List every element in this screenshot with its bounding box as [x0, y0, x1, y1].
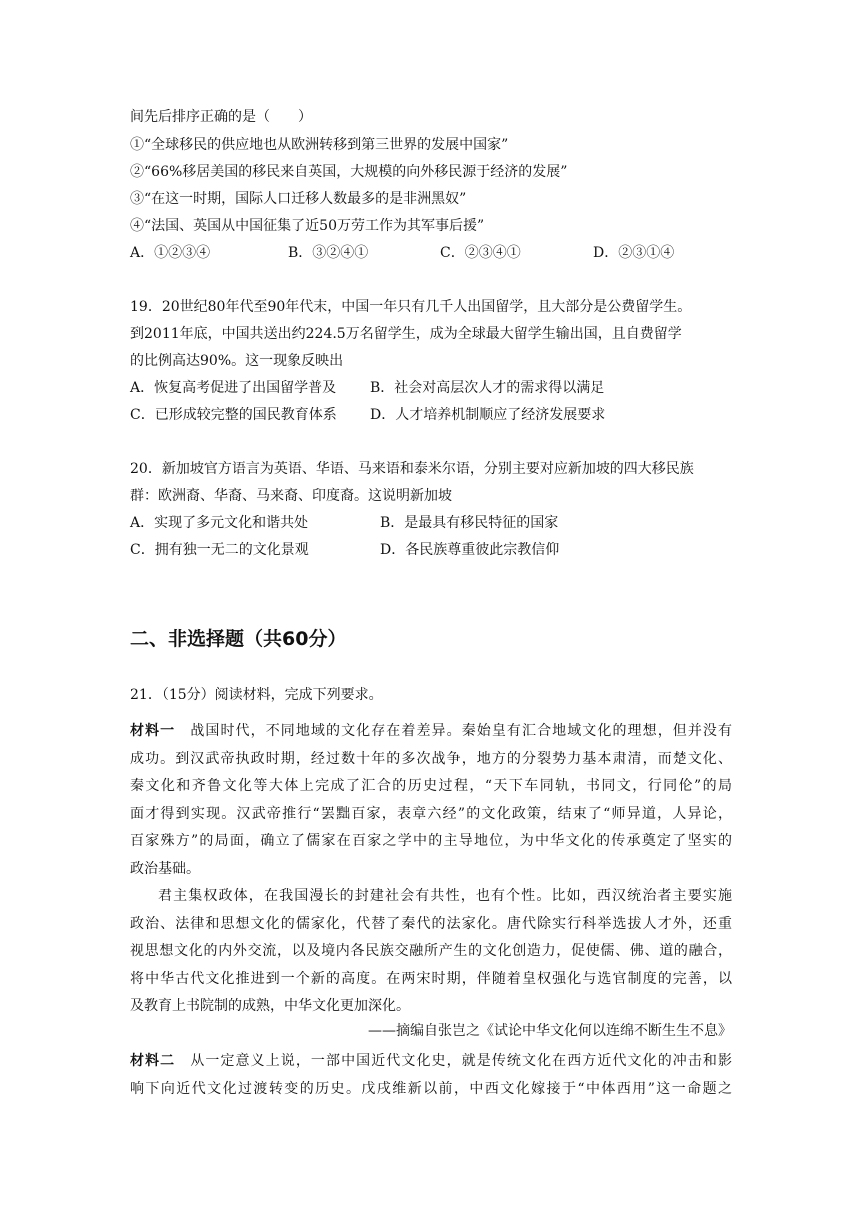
q20-line-2: 群：欧洲裔、华裔、马来裔、印度裔。这说明新加坡: [130, 488, 452, 504]
q18-item-1: ①“全球移民的供应地也从欧洲转移到第三世界的发展中国家”: [130, 137, 509, 153]
material1-text-1: 战国时代，不同地域的文化存在着差异。秦始皇有汇合地域文化的理想，但并没有: [190, 723, 733, 739]
material1-line-6: 政治基础。: [130, 861, 200, 877]
q18-item-4: ④“法国、英国从中国征集了近50万劳工作为其军事后援”: [130, 218, 485, 234]
q18-option-d: D．②③①④: [593, 245, 675, 261]
q19-line-3: 的比例高达90%。这一现象反映出: [130, 353, 344, 369]
q19-option-c: C．已形成较完整的国民教育体系: [130, 407, 337, 423]
q18-stem-tail: 间先后排序正确的是（ ）: [130, 109, 312, 125]
material1-para2-line-2: 政治、法律和思想文化的儒家化，代替了秦代的法家化。唐代除实行科举选拔人才外，还重: [130, 916, 732, 932]
material1-para2-line-1: 君主集权政体，在我国漫长的封建社会有共性，也有个性。比如，西汉统治者主要实施: [158, 888, 732, 904]
q18-option-a: A．①②③④: [130, 245, 211, 261]
material2-label: 材料二: [130, 1053, 176, 1069]
material1-label: 材料一: [130, 723, 176, 739]
q18-item-2: ②“66%移居美国的移民来自英国，大规模的向外移民源于经济的发展”: [130, 164, 568, 180]
material1-line-4: 面才得到实现。汉武帝推行“罢黜百家，表章六经”的文化政策，结束了“师异道，人异论，: [130, 806, 732, 822]
q21-stem: 21．（15分）阅读材料，完成下列要求。: [130, 687, 383, 703]
material1-para2-line-3: 视思想文化的内外交流，以及境内各民族交融所产生的文化创造力，促使儒、佛、道的融合，: [130, 943, 732, 959]
q20-option-d: D．各民族尊重彼此宗教信仰: [380, 542, 560, 558]
material1-para2-line-5: 及教育上书院制的成熟，中华文化更加深化。: [130, 998, 410, 1014]
q18-option-b: B．③②④①: [288, 245, 369, 261]
material1-line-5: 百家殊方”的局面，确立了儒家在百家之学中的主导地位，为中华文化的传承奠定了坚实的: [130, 833, 732, 849]
q19-line-2: 到2011年底，中国共送出约224.5万名留学生，成为全球最大留学生输出国，且自费留学: [130, 326, 682, 342]
material1-para2-line-4: 将中华古代文化推进到一个新的高度。在两宋时期，伴随着皇权强化与选官制度的完善，以: [130, 971, 732, 987]
material1-line-1: [130, 718, 732, 746]
q19-option-d: D．人才培养机制顺应了经济发展要求: [370, 407, 606, 423]
q20-option-b: B．是最具有移民特征的国家: [380, 515, 559, 531]
q18-item-3: ③“在这一时期，国际人口迁移人数最多的是非洲黑奴”: [130, 191, 467, 207]
material2-text-1: 从一定意义上说，一部中国近代文化史，就是传统文化在西方近代文化的冲击和影: [190, 1053, 733, 1069]
material1-line-3: 秦文化和齐鲁文化等大体上完成了汇合的历史过程，“天下车同轨，书同文，行同伦”的局: [130, 778, 732, 794]
material2-line-2: 响下向近代文化过渡转变的历史。戊戌维新以前，中西文化嫁接于“中体西用”这一命题之: [130, 1081, 732, 1097]
q18-option-c: C．②③④①: [440, 245, 521, 261]
material2-line-1: [130, 1048, 732, 1076]
q19-option-b: B．社会对高层次人才的需求得以满足: [370, 380, 605, 396]
q20-line-1: 20．新加坡官方语言为英语、华语、马来语和泰米尔语，分别主要对应新加坡的四大移民族: [130, 461, 694, 477]
q20-option-a: A．实现了多元文化和谐共处: [130, 515, 309, 531]
material1-line-2: 成功。到汉武帝执政时期，经过数十年的多次战争，地方的分裂势力基本肃清，而楚文化、: [130, 751, 732, 767]
q19-line-1: 19．20世纪80年代至90年代末，中国一年只有几千人出国留学，且大部分是公费留学生。: [130, 299, 692, 315]
material1-source: ——摘编自张岂之《试论中华文化何以连绵不断生生不息》: [368, 1023, 732, 1039]
q20-option-c: C．拥有独一无二的文化景观: [130, 542, 309, 558]
section-heading: 二、非选择题（共60分）: [130, 628, 347, 650]
q19-option-a: A．恢复高考促进了出国留学普及: [130, 380, 337, 396]
